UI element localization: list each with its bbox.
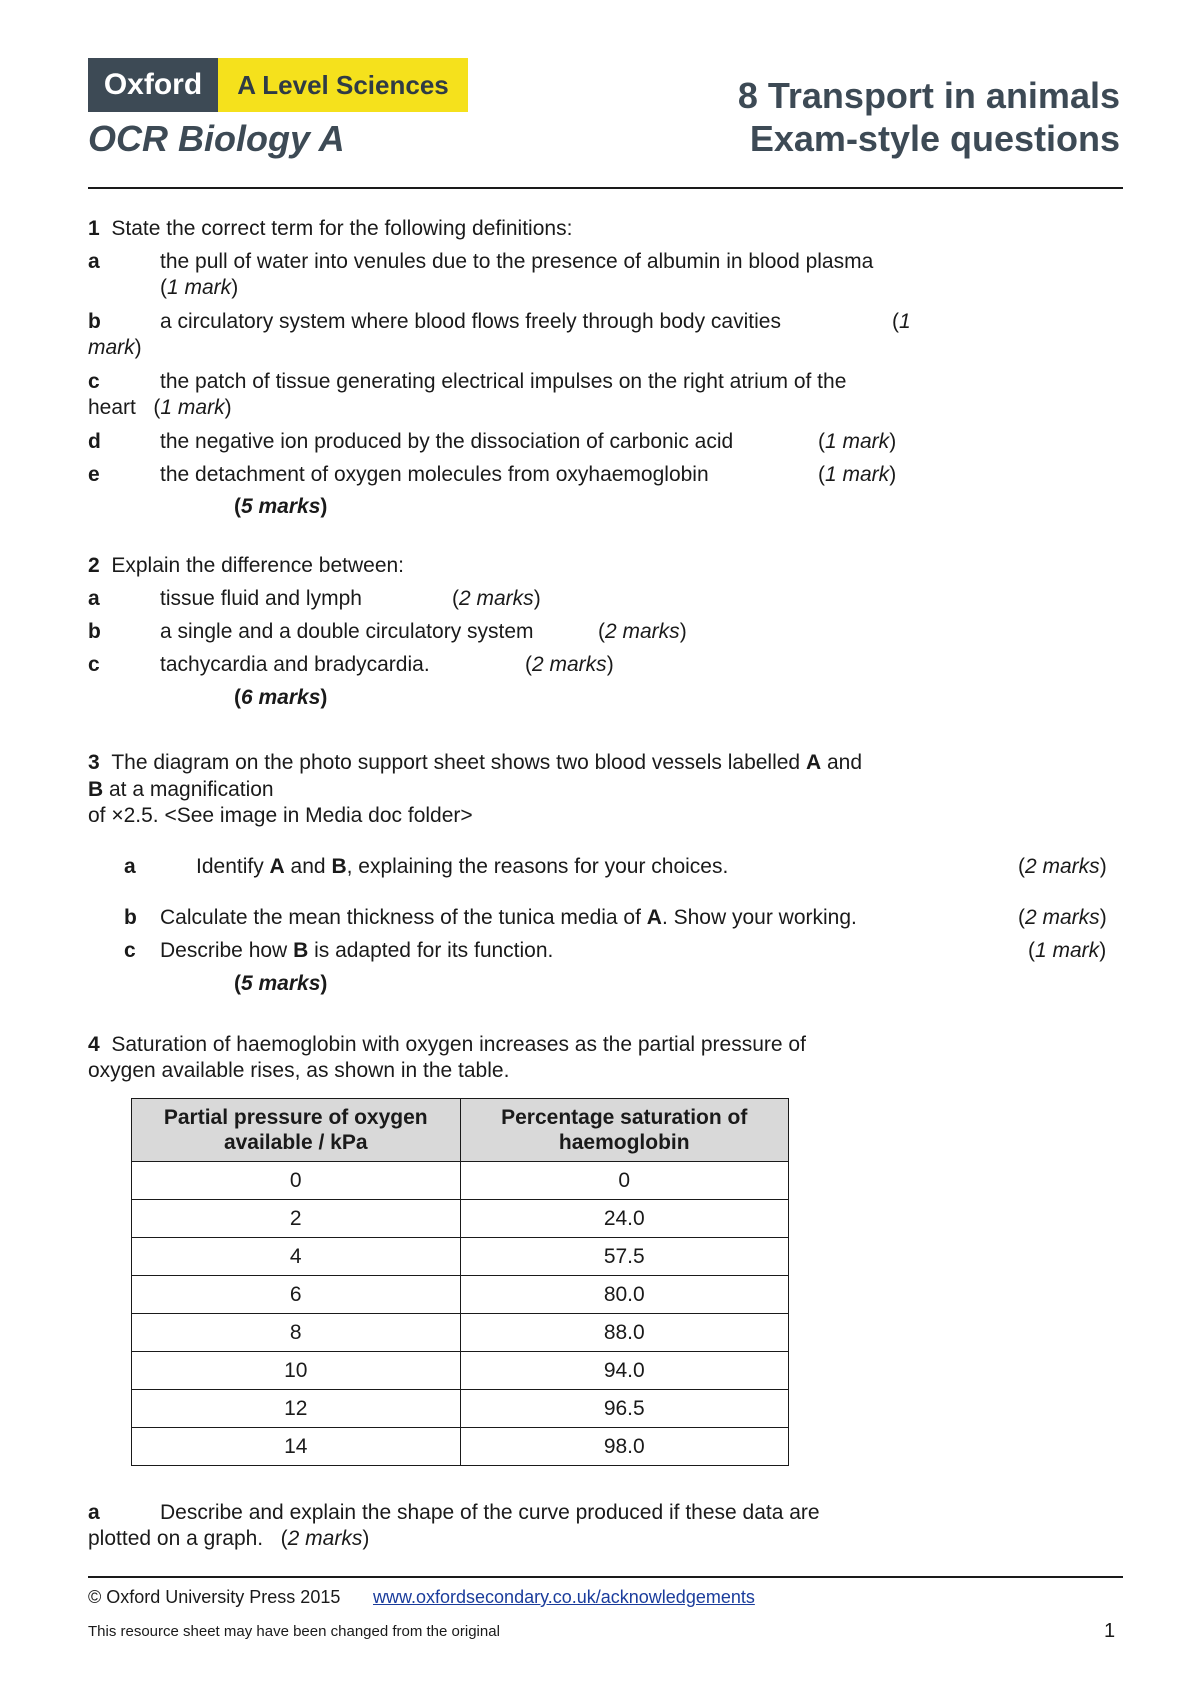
q3c-text: Describe how B is adapted for its function. xyxy=(160,939,554,962)
q2a-mark: (2 marks) xyxy=(452,587,541,610)
table-cell: 96.5 xyxy=(460,1390,789,1428)
table-row xyxy=(132,1200,789,1238)
footer-note: This resource sheet may have been changed from the original xyxy=(88,1623,500,1640)
table-cell: 6 xyxy=(132,1276,461,1314)
q1c-text-cont: heart (1 mark) xyxy=(88,396,232,419)
page-number: 1 xyxy=(1104,1620,1116,1642)
q2c-text: tachycardia and bradycardia. xyxy=(160,653,430,676)
table-row xyxy=(132,1390,789,1428)
table-cell: 8 xyxy=(132,1314,461,1352)
q1d-mark: (1 mark) xyxy=(818,430,897,453)
q1d-label: d xyxy=(88,430,101,453)
table-row xyxy=(132,1162,789,1200)
q4a-text: Describe and explain the shape of the curve produced if these data are xyxy=(160,1501,820,1524)
q3b-label: b xyxy=(124,906,137,929)
q1-intro: 1 State the correct term for the following definitions: xyxy=(88,217,573,240)
chapter-title: 8 Transport in animals xyxy=(737,75,1120,116)
q3-intro-line2: B at a magnification xyxy=(88,778,274,801)
q1b-mark-open: (1 xyxy=(892,310,911,333)
q3-total: (5 marks) xyxy=(234,972,328,995)
q1a-label: a xyxy=(88,250,100,273)
table-row xyxy=(132,1352,789,1390)
chapter-subtitle: Exam-style questions xyxy=(749,118,1120,159)
acknowledgements-link[interactable]: www.oxfordsecondary.co.uk/acknowledgements xyxy=(373,1587,755,1607)
table-cell: 14 xyxy=(132,1428,461,1466)
q1a-text: the pull of water into venules due to the presence of albumin in blood plasma xyxy=(160,250,874,273)
q1e-text: the detachment of oxygen molecules from oxyhaemoglobin xyxy=(160,463,709,486)
table-header-pressure: Partial pressure of oxygen available / kPa xyxy=(132,1099,461,1162)
q4a-label: a xyxy=(88,1501,100,1524)
q1d-text: the negative ion produced by the dissociation of carbonic acid xyxy=(160,430,734,453)
q2c-mark: (2 marks) xyxy=(525,653,614,676)
table-cell: 24.0 xyxy=(460,1200,789,1238)
q1b-mark-close: mark) xyxy=(88,336,142,359)
table-row xyxy=(132,1276,789,1314)
footer-copyright: © Oxford University Press 2015 xyxy=(88,1587,341,1607)
brand-logo xyxy=(88,58,468,112)
q3c-mark: (1 mark) xyxy=(1028,939,1107,962)
q1e-mark: (1 mark) xyxy=(818,463,897,486)
q3-intro-line3: of ×2.5. <See image in Media doc folder> xyxy=(88,804,473,827)
q4a-text-cont: plotted on a graph. (2 marks) xyxy=(88,1527,370,1550)
q1c-label: c xyxy=(88,370,100,393)
logo-oxford: Oxford xyxy=(88,58,218,112)
table-row xyxy=(132,1314,789,1352)
table-cell: 12 xyxy=(132,1390,461,1428)
logo-series: A Level Sciences xyxy=(218,58,468,112)
header-rule xyxy=(88,187,1123,189)
q2b-text: a single and a double circulatory system xyxy=(160,620,534,643)
table-cell: 94.0 xyxy=(460,1352,789,1390)
q2c-label: c xyxy=(88,653,100,676)
q1a-mark: (1 mark) xyxy=(160,276,239,299)
q1b-text: a circulatory system where blood flows freely through body cavities xyxy=(160,310,781,333)
table-row xyxy=(132,1238,789,1276)
q2a-label: a xyxy=(88,587,100,610)
table-header-row xyxy=(132,1099,789,1162)
table-cell: 10 xyxy=(132,1352,461,1390)
q3a-label: a xyxy=(124,855,136,878)
footer-rule xyxy=(88,1576,1123,1578)
q2-intro: 2 Explain the difference between: xyxy=(88,554,405,577)
q3b-mark: (2 marks) xyxy=(1018,906,1107,929)
q3c-label: c xyxy=(124,939,136,962)
table-cell: 4 xyxy=(132,1238,461,1276)
table-cell: 0 xyxy=(132,1162,461,1200)
q2-total: (6 marks) xyxy=(234,686,328,709)
q1-total: (5 marks) xyxy=(234,495,328,518)
table-cell: 0 xyxy=(460,1162,789,1200)
q2b-label: b xyxy=(88,620,101,643)
q1c-text: the patch of tissue generating electrical impulses on the right atrium of the xyxy=(160,370,847,393)
table-cell: 2 xyxy=(132,1200,461,1238)
table-cell: 88.0 xyxy=(460,1314,789,1352)
q4-intro-line2: oxygen available rises, as shown in the table. xyxy=(88,1059,510,1082)
q2b-mark: (2 marks) xyxy=(598,620,687,643)
q3a-mark: (2 marks) xyxy=(1018,855,1107,878)
q1b-label: b xyxy=(88,310,101,333)
q4-intro-line1: 4 Saturation of haemoglobin with oxygen increases as the partial pressure of xyxy=(88,1033,806,1056)
q2a-text: tissue fluid and lymph xyxy=(160,587,362,610)
q1e-label: e xyxy=(88,463,100,486)
table-cell: 98.0 xyxy=(460,1428,789,1466)
q3b-text: Calculate the mean thickness of the tunica media of A. Show your working. xyxy=(160,906,857,929)
subject-title: OCR Biology A xyxy=(88,118,345,159)
table-row xyxy=(132,1428,789,1466)
q3-intro-line1: 3 The diagram on the photo support sheet shows two blood vessels labelled A and xyxy=(88,751,862,774)
table-header-saturation: Percentage saturation of haemoglobin xyxy=(460,1099,789,1162)
q3a-text: Identify A and B, explaining the reasons for your choices. xyxy=(196,855,729,878)
table-cell: 80.0 xyxy=(460,1276,789,1314)
table-cell: 57.5 xyxy=(460,1238,789,1276)
saturation-table xyxy=(131,1098,789,1466)
